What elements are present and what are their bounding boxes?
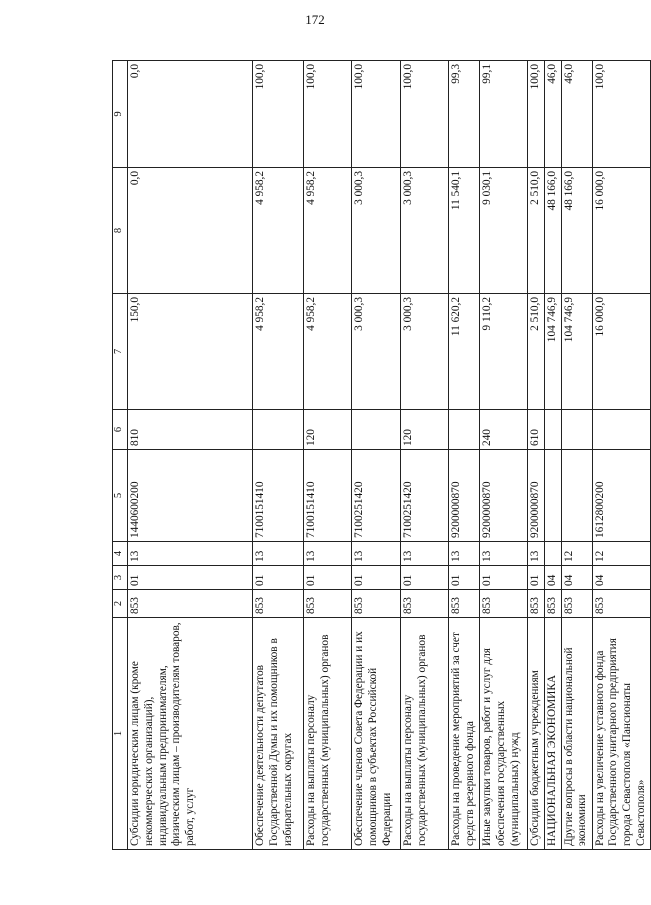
table-row [544,61,561,850]
cell-c8: 48 166,0 [544,168,561,294]
cell-c9: 100,0 [592,61,650,168]
cell-c6 [253,410,304,450]
table-row [561,61,592,850]
cell-c9: 100,0 [401,61,449,168]
cell-c8: 4 958,2 [253,168,304,294]
cell-c5: 7100251420 [352,450,401,542]
cell-c3: 01 [128,566,253,590]
cell-c2: 853 [304,590,352,618]
cell-c7: 3 000,3 [352,294,401,410]
cell-c6 [544,410,561,450]
cell-c7: 104 746,9 [561,294,592,410]
table-row [528,61,545,850]
header-cell: 3 [113,566,128,590]
cell-c7: 16 000,0 [592,294,650,410]
cell-c7: 4 958,2 [304,294,352,410]
cell-c4: 12 [592,542,650,566]
cell-c5 [561,450,592,542]
cell-c8: 48 166,0 [561,168,592,294]
cell-c5 [544,450,561,542]
header-cell: 1 [113,618,128,850]
cell-c7: 4 958,2 [253,294,304,410]
cell-c4: 13 [253,542,304,566]
budget-table [112,60,651,850]
cell-c8: 3 000,3 [352,168,401,294]
cell-c4: 13 [128,542,253,566]
header-cell: 6 [113,410,128,450]
cell-c4: 13 [449,542,480,566]
cell-c9: 100,0 [352,61,401,168]
cell-c5: 1440600200 [128,450,253,542]
cell-c3: 01 [352,566,401,590]
header-row [113,61,128,850]
cell-c3: 04 [561,566,592,590]
cell-c6: 810 [128,410,253,450]
table-row [401,61,449,850]
row-name: Расходы на выплаты персоналу государственных (муниципальных) органов [304,618,352,850]
header-cell: 4 [113,542,128,566]
cell-c8: 0,0 [128,168,253,294]
row-name: Субсидии бюджетным учреждениям [528,618,545,850]
row-name: Обеспечение деятельности депутатов Государственной Думы и их помощников в избирательных округах [253,618,304,850]
cell-c9: 46,0 [544,61,561,168]
cell-c4: 13 [480,542,528,566]
cell-c6 [352,410,401,450]
cell-c6: 120 [304,410,352,450]
cell-c6 [561,410,592,450]
cell-c9: 99,1 [480,61,528,168]
cell-c5: 9200000870 [480,450,528,542]
cell-c4: 12 [561,542,592,566]
header-cell: 5 [113,450,128,542]
table-row [253,61,304,850]
row-name: НАЦИОНАЛЬНАЯ ЭКОНОМИКА [544,618,561,850]
cell-c9: 100,0 [253,61,304,168]
cell-c8: 2 510,0 [528,168,545,294]
cell-c2: 853 [480,590,528,618]
header-cell: 2 [113,590,128,618]
cell-c8: 9 030,1 [480,168,528,294]
cell-c3: 04 [544,566,561,590]
cell-c8: 3 000,3 [401,168,449,294]
table-row [352,61,401,850]
cell-c6 [449,410,480,450]
cell-c5: 7100251420 [401,450,449,542]
cell-c7: 150,0 [128,294,253,410]
cell-c2: 853 [128,590,253,618]
cell-c7: 3 000,3 [401,294,449,410]
rotated-table-container [112,61,647,850]
cell-c4: 13 [352,542,401,566]
table-row [304,61,352,850]
cell-c4 [544,542,561,566]
header-cell: 9 [113,61,128,168]
table-row [480,61,528,850]
cell-c3: 01 [449,566,480,590]
cell-c3: 01 [528,566,545,590]
cell-c9: 0,0 [128,61,253,168]
cell-c7: 11 620,2 [449,294,480,410]
row-name: Расходы на выплаты персоналу государственных (муниципальных) органов [401,618,449,850]
cell-c5: 1612800200 [592,450,650,542]
cell-c7: 104 746,9 [544,294,561,410]
row-name: Субсидии юридическим лицам (кроме некоммерческих организаций), индивидуальным предпринимателям, физическим лицам – производителям товаров, работ, услуг [128,618,253,850]
table-row [592,61,650,850]
cell-c2: 853 [401,590,449,618]
row-name: Иные закупки товаров, работ и услуг для обеспечения государственных (муниципальных) нужд [480,618,528,850]
cell-c3: 01 [304,566,352,590]
cell-c5: 9200000870 [528,450,545,542]
cell-c5: 9200000870 [449,450,480,542]
cell-c4: 13 [304,542,352,566]
cell-c9: 99,3 [449,61,480,168]
row-name: Расходы на увеличение уставного фонда Государственного унитарного предприятия города Севастополя «Пансионаты Севастополя» [592,618,650,850]
cell-c2: 853 [528,590,545,618]
row-name: Расходы на проведение мероприятий за счет средств резервного фонда [449,618,480,850]
cell-c2: 853 [544,590,561,618]
cell-c7: 9 110,2 [480,294,528,410]
cell-c6: 240 [480,410,528,450]
cell-c8: 4 958,2 [304,168,352,294]
cell-c6: 120 [401,410,449,450]
cell-c7: 2 510,0 [528,294,545,410]
cell-c3: 01 [401,566,449,590]
cell-c2: 853 [592,590,650,618]
cell-c2: 853 [561,590,592,618]
table-row [128,61,253,850]
cell-c9: 100,0 [528,61,545,168]
cell-c5: 7100151410 [253,450,304,542]
cell-c5: 7100151410 [304,450,352,542]
cell-c6 [592,410,650,450]
cell-c6: 610 [528,410,545,450]
row-name: Обеспечение членов Совета Федерации и их помощников в субъектах Российской Федерации [352,618,401,850]
cell-c4: 13 [528,542,545,566]
cell-c8: 16 000,0 [592,168,650,294]
cell-c3: 04 [592,566,650,590]
page-number: 172 [305,12,325,27]
cell-c2: 853 [352,590,401,618]
cell-c4: 13 [401,542,449,566]
cell-c9: 46,0 [561,61,592,168]
cell-c8: 11 540,1 [449,168,480,294]
cell-c3: 01 [253,566,304,590]
cell-c3: 01 [480,566,528,590]
cell-c9: 100,0 [304,61,352,168]
cell-c2: 853 [253,590,304,618]
row-name: Другие вопросы в области национальной экономики [561,618,592,850]
cell-c2: 853 [449,590,480,618]
header-cell: 8 [113,168,128,294]
table-row [449,61,480,850]
header-cell: 7 [113,294,128,410]
